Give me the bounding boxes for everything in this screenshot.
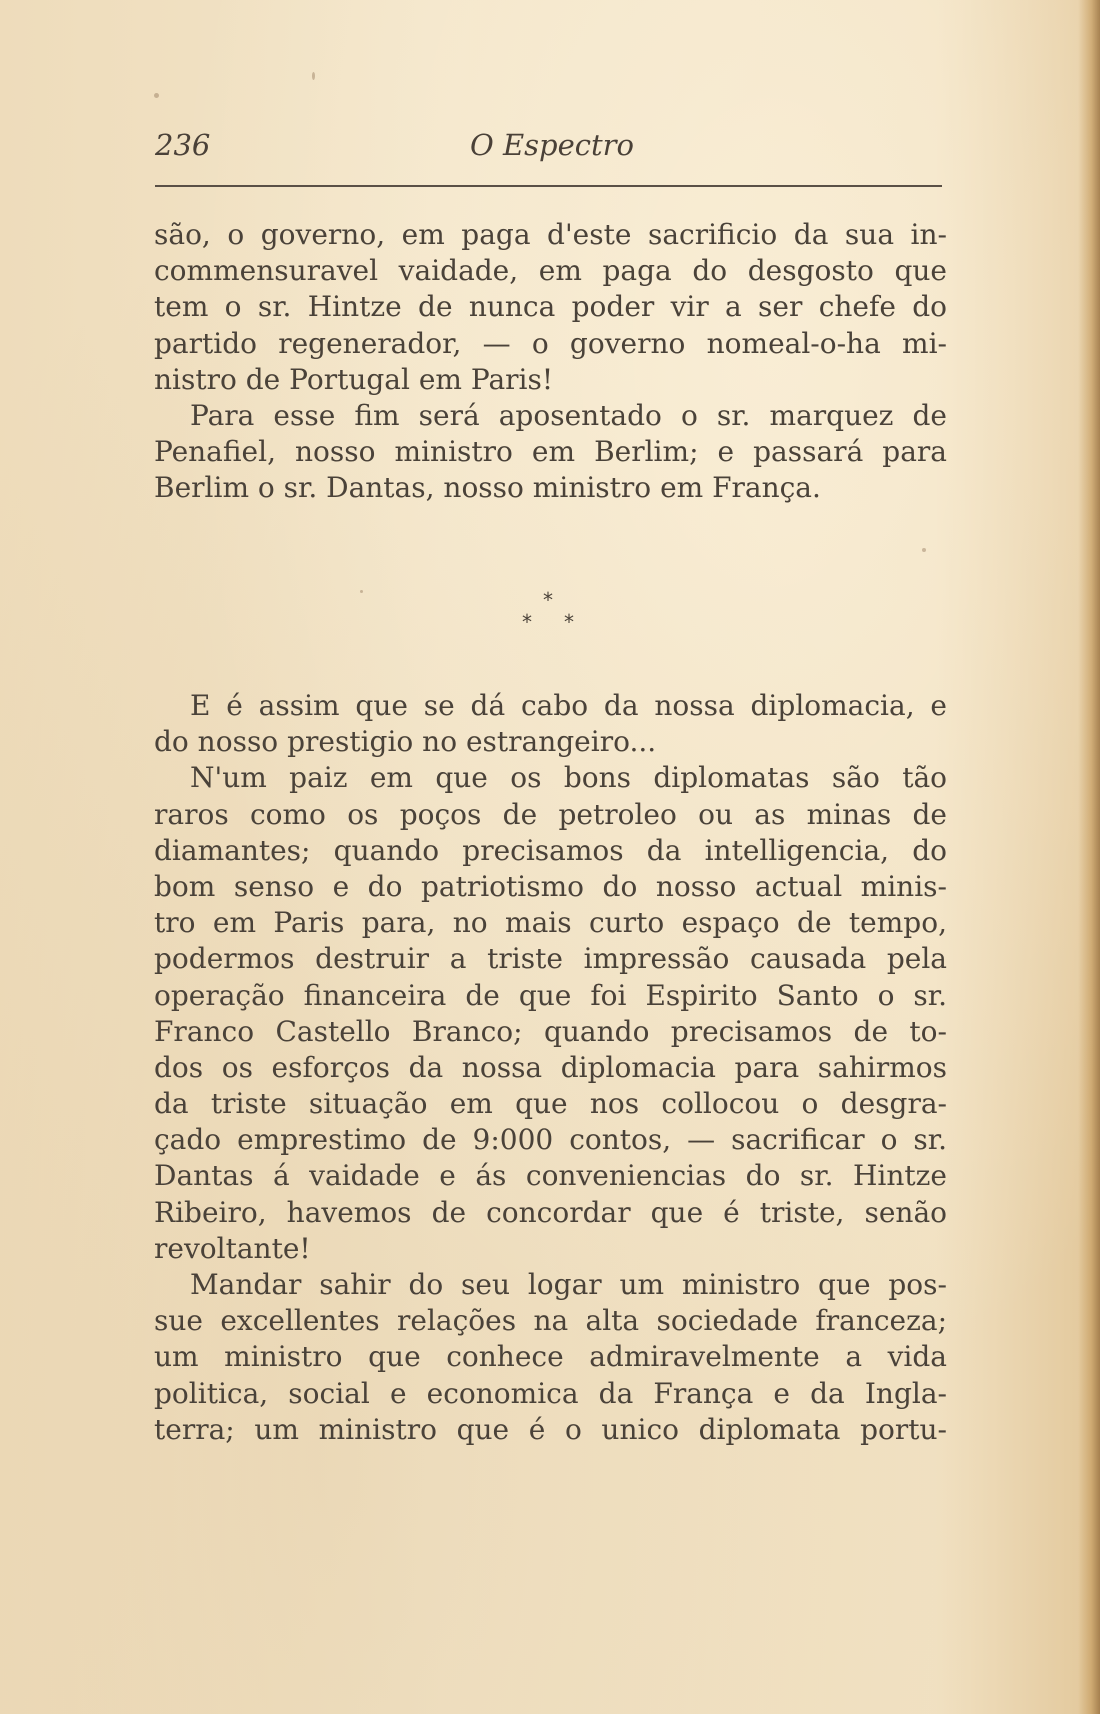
text-line: revoltante! — [154, 1231, 311, 1265]
text-line: partido regenerador, — o governo nomeal-o-ha mi- — [154, 326, 947, 360]
text-line: são, o governo, em paga d'este sacrificio da sua in- — [154, 218, 947, 251]
text-line: terra; um ministro que é o unico diplomata portu- — [154, 1412, 947, 1446]
asterism-star: * — [564, 610, 574, 634]
running-title: O Espectro — [470, 128, 634, 162]
asterism-separator — [510, 588, 590, 638]
text-line: sue excellentes relações na alta sociedade franceza; — [154, 1304, 947, 1338]
text-line: da triste situação em que nos collocou o desgra- — [154, 1087, 947, 1121]
text-line: commensuravel vaidade, em paga do desgosto que — [154, 254, 947, 288]
running-header — [155, 128, 945, 168]
text-line: politica, social e economica da França e da Ingla- — [154, 1376, 947, 1410]
text-block-2 — [154, 688, 947, 1448]
text-line: dos os esforços da nossa diplomacia para sahirmos — [154, 1050, 947, 1084]
text-line: Mandar sahir do seu logar um ministro que pos- — [190, 1268, 947, 1301]
text-line: Ribeiro, havemos de concordar que é triste, senão — [154, 1195, 947, 1229]
asterism-star: * — [543, 588, 553, 612]
page-edge-shadow — [1078, 0, 1100, 1714]
text-line: operação financeira de que foi Espirito Santo o sr. — [154, 978, 947, 1012]
paper-speck — [922, 548, 926, 552]
paper-speck — [312, 72, 315, 80]
text-line: N'um paiz em que os bons diplomatas são tão — [190, 761, 947, 795]
text-line: um ministro que conhece admiravelmente a vida — [154, 1340, 947, 1374]
text-line: Para esse fim será aposentado o sr. marquez de — [190, 398, 947, 432]
text-line: tem o sr. Hintze de nunca poder vir a ser chefe do — [154, 290, 947, 324]
text-block-1 — [154, 217, 947, 507]
header-rule — [155, 185, 942, 187]
text-line: do nosso prestigio no estrangeiro... — [154, 725, 657, 759]
text-line: Franco Castello Branco; quando precisamos de to- — [154, 1014, 947, 1048]
text-line: çado emprestimo de 9:000 contos, — sacrificar o sr. — [154, 1123, 947, 1157]
text-line: E é assim que se dá cabo da nossa diplomacia, e — [190, 689, 947, 722]
asterism-star: * — [522, 610, 532, 634]
text-line: tro em Paris para, no mais curto espaço de tempo, — [154, 906, 947, 940]
text-line: diamantes; quando precisamos da intelligencia, do — [154, 833, 947, 867]
paper-speck — [360, 590, 363, 593]
text-line: raros como os poços de petroleo ou as minas de — [154, 797, 947, 831]
text-line: podermos destruir a triste impressão causada pela — [154, 942, 947, 976]
page-number: 236 — [155, 128, 211, 162]
text-line: Penafiel, nosso ministro em Berlim; e passará para — [154, 435, 947, 469]
text-line: Dantas á vaidade e ás conveniencias do sr. Hintze — [154, 1159, 947, 1193]
text-line: Berlim o sr. Dantas, nosso ministro em França. — [154, 471, 821, 505]
text-line: nistro de Portugal em Paris! — [154, 362, 554, 396]
text-line: bom senso e do patriotismo do nosso actual minis- — [154, 869, 947, 903]
paper-speck — [154, 93, 159, 98]
